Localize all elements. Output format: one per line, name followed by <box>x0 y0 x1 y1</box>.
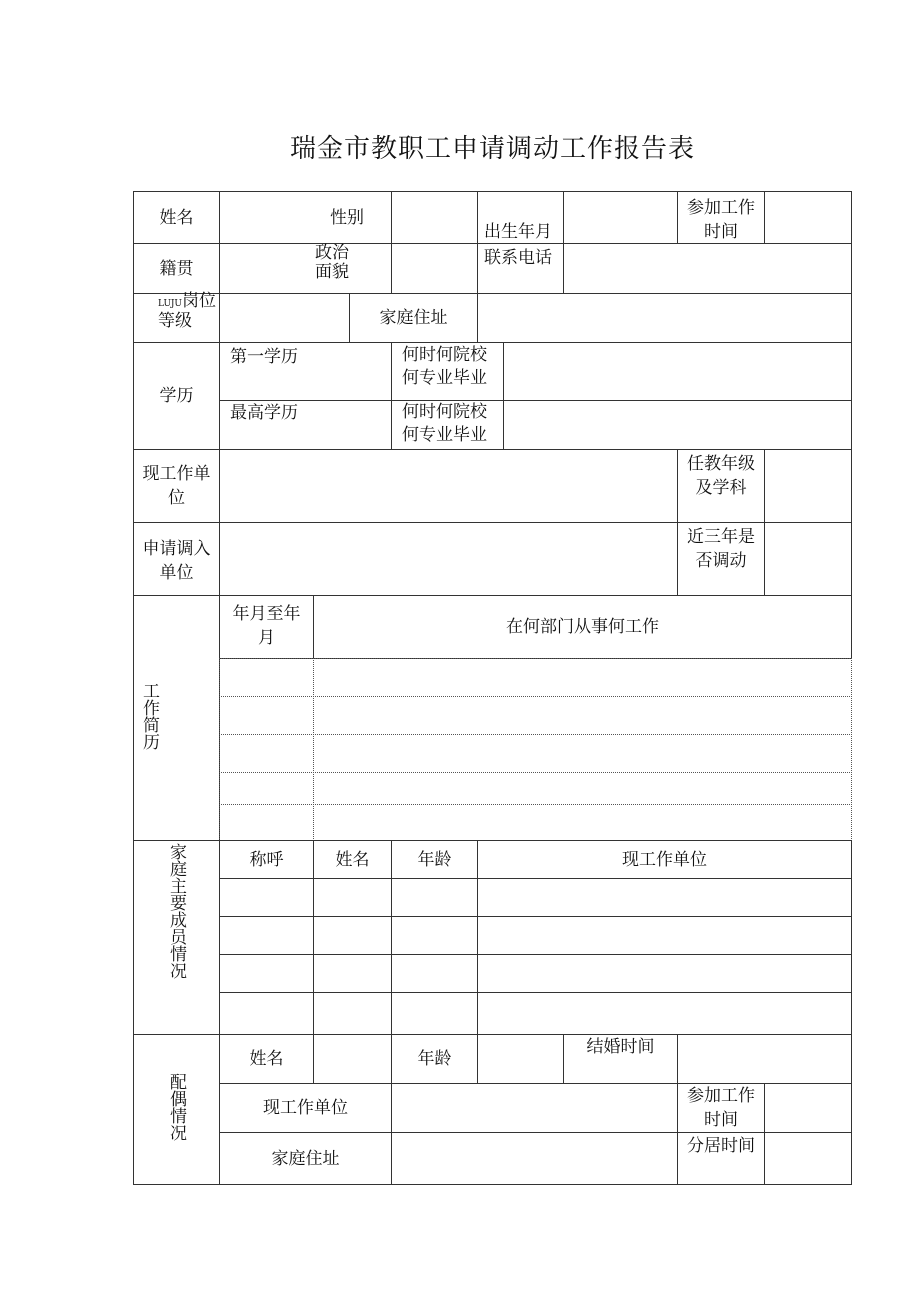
dept-work-header: 在何部门从事何工作 <box>313 595 852 659</box>
first-school-field[interactable] <box>503 342 852 401</box>
first-edu-label: 第一学历 <box>230 347 298 367</box>
family-name-2[interactable] <box>313 916 392 955</box>
resume-work-3[interactable] <box>313 734 852 773</box>
family-age-4[interactable] <box>391 992 478 1035</box>
spouse-section-label <box>133 1034 220 1185</box>
highest-school-field[interactable] <box>503 400 852 450</box>
family-relation-2[interactable] <box>219 916 314 955</box>
family-label: 家庭主要成员情况 <box>166 843 186 979</box>
highest-edu-label: 最高学历 <box>230 403 298 423</box>
recent-transfer-label: 近三年是 否调动 <box>677 522 765 596</box>
home-address-label: 家庭住址 <box>349 293 478 343</box>
family-unit-4[interactable] <box>477 992 852 1035</box>
native-label: 籍贯 <box>133 243 220 294</box>
spouse-name-field[interactable] <box>313 1034 392 1084</box>
birth-cell <box>477 191 564 244</box>
resume-work-2[interactable] <box>313 696 852 735</box>
family-age-1[interactable] <box>391 878 478 917</box>
family-name-4[interactable] <box>313 992 392 1035</box>
marriage-label: 结婚时间 <box>563 1034 678 1084</box>
spouse-address-label: 家庭住址 <box>219 1132 392 1185</box>
post-word-text: 岗位 <box>182 291 217 311</box>
post-level-field[interactable] <box>219 293 350 343</box>
phone-label: 联系电话 <box>477 243 564 294</box>
family-relation-4[interactable] <box>219 992 314 1035</box>
spouse-age-label: 年龄 <box>391 1034 478 1084</box>
resume-label: 工作简历 <box>139 682 159 750</box>
work-start-field[interactable] <box>764 191 852 244</box>
separation-label: 分居时间 <box>677 1132 765 1185</box>
work-start-label: 参加工作 时间 <box>677 191 765 244</box>
recent-transfer-field[interactable] <box>764 522 852 596</box>
family-age-3[interactable] <box>391 954 478 993</box>
spouse-label: 配偶情况 <box>166 1073 186 1141</box>
gender-field[interactable] <box>391 191 478 244</box>
teach-grade-field[interactable] <box>764 449 852 523</box>
family-section-label <box>133 840 220 1035</box>
highest-when-where-label: 何时何院校 何专业毕业 <box>391 400 504 450</box>
family-unit-header: 现工作单位 <box>477 840 852 879</box>
spouse-work-start-label: 参加工作 时间 <box>677 1083 765 1133</box>
apply-unit-label: 申请调入 单位 <box>133 522 220 596</box>
spouse-unit-label: 现工作单位 <box>219 1083 392 1133</box>
resume-period-3[interactable] <box>219 734 314 773</box>
family-name-header: 姓名 <box>313 840 392 879</box>
level-text: 等级 <box>158 311 192 331</box>
birth-field[interactable] <box>563 191 678 244</box>
post-prefix-text: LUJU <box>158 299 183 309</box>
separation-field[interactable] <box>764 1132 852 1185</box>
highest-edu-field[interactable] <box>219 400 392 450</box>
family-relation-1[interactable] <box>219 878 314 917</box>
political-field[interactable] <box>391 243 478 294</box>
family-unit-2[interactable] <box>477 916 852 955</box>
family-relation-header: 称呼 <box>219 840 314 879</box>
education-label: 学历 <box>133 342 220 450</box>
family-age-2[interactable] <box>391 916 478 955</box>
birth-label: 出生年月 <box>484 222 552 242</box>
resume-work-4[interactable] <box>313 772 852 805</box>
post-level-label <box>133 293 220 343</box>
apply-unit-field[interactable] <box>219 522 678 596</box>
spouse-unit-field[interactable] <box>391 1083 678 1133</box>
form-title: 瑞金市教职工申请调动工作报告表 <box>289 134 695 164</box>
family-unit-3[interactable] <box>477 954 852 993</box>
spouse-address-field[interactable] <box>391 1132 678 1185</box>
family-relation-3[interactable] <box>219 954 314 993</box>
family-name-1[interactable] <box>313 878 392 917</box>
political-label: 政治 面貌 <box>315 243 349 282</box>
name-gender-cell[interactable] <box>219 191 392 244</box>
family-unit-1[interactable] <box>477 878 852 917</box>
phone-field[interactable] <box>563 243 852 294</box>
spouse-age-field[interactable] <box>477 1034 564 1084</box>
family-age-header: 年龄 <box>391 840 478 879</box>
marriage-field[interactable] <box>677 1034 852 1084</box>
current-unit-label: 现工作单 位 <box>133 449 220 523</box>
first-edu-field[interactable] <box>219 342 392 401</box>
resume-section-label <box>133 595 220 841</box>
period-header: 年月至年 月 <box>219 595 314 659</box>
home-address-field[interactable] <box>477 293 852 343</box>
resume-period-4[interactable] <box>219 772 314 805</box>
spouse-name-label: 姓名 <box>219 1034 314 1084</box>
family-name-3[interactable] <box>313 954 392 993</box>
teach-grade-label: 任教年级 及学科 <box>677 449 765 523</box>
gender-label: 性别 <box>330 208 364 228</box>
spouse-work-start-field[interactable] <box>764 1083 852 1133</box>
resume-period-5[interactable] <box>219 804 314 841</box>
resume-work-5[interactable] <box>313 804 852 841</box>
resume-period-2[interactable] <box>219 696 314 735</box>
first-when-where-label: 何时何院校 何专业毕业 <box>391 342 504 401</box>
current-unit-field[interactable] <box>219 449 678 523</box>
resume-period-1[interactable] <box>219 658 314 697</box>
native-political-cell[interactable] <box>219 243 392 294</box>
name-label: 姓名 <box>133 191 220 244</box>
resume-work-1[interactable] <box>313 658 852 697</box>
